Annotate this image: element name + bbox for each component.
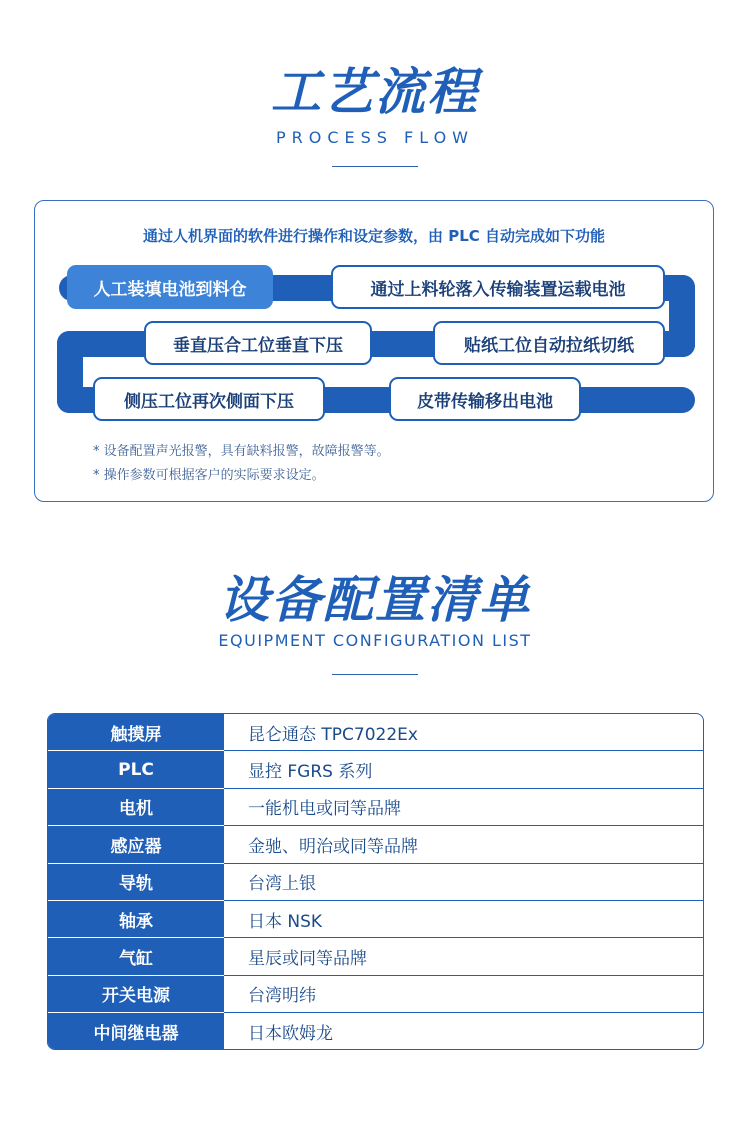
table-row	[48, 714, 703, 751]
flow-step-6: 皮带传输移出电池	[389, 377, 581, 421]
flow-step-2: 通过上料轮落入传输装置运载电池	[331, 265, 665, 309]
equipment-title: 设备配置清单	[219, 571, 531, 629]
row-value: 日本 NSK	[224, 901, 703, 938]
row-key: PLC	[48, 751, 224, 788]
table-row	[48, 901, 703, 938]
arrow-right-icon: ▶	[352, 391, 362, 404]
flow-step-3: 贴纸工位自动拉纸切纸	[433, 321, 665, 365]
row-key: 中间继电器	[48, 1013, 224, 1050]
table-row	[48, 864, 703, 901]
process-panel	[34, 200, 714, 502]
row-key: 电机	[48, 789, 224, 826]
row-value: 日本欧姆龙	[248, 1024, 333, 1045]
row-value: 昆仑通态 TPC7022Ex	[224, 714, 703, 751]
process-intro: 通过人机界面的软件进行操作和设定参数，由 PLC 自动完成如下功能	[142, 227, 605, 245]
note-alarm: * 设备配置声光报警，具有缺料报警，故障报警等。	[93, 444, 390, 459]
row-key: 触摸屏	[48, 714, 224, 751]
table-row	[48, 751, 703, 788]
row-value: 金驰、明治或同等品牌	[224, 826, 703, 863]
row-value: 台湾明纬	[224, 976, 703, 1013]
flow-step-4: 垂直压合工位垂直下压	[144, 321, 372, 365]
table-row	[48, 826, 703, 863]
equipment-table	[47, 713, 704, 1050]
process-subtitle: PROCESS FLOW	[276, 128, 474, 147]
flow-step-5: 侧压工位再次侧面下压	[93, 377, 325, 421]
table-row	[48, 976, 703, 1013]
row-value: 一能机电或同等品牌	[224, 789, 703, 826]
row-key: 导轨	[48, 864, 224, 901]
row-value: 显控 FGRS 系列	[224, 751, 703, 788]
note-params: * 操作参数可根据客户的实际要求设定。	[93, 468, 325, 483]
equipment-subtitle: EQUIPMENT CONFIGURATION LIST	[218, 631, 532, 650]
row-key: 气缸	[48, 938, 224, 975]
row-key: 感应器	[48, 826, 224, 863]
row-key: 开关电源	[48, 976, 224, 1013]
title-divider	[332, 674, 418, 675]
row-value: 台湾上银	[224, 864, 703, 901]
table-row	[48, 789, 703, 826]
process-title: 工艺流程	[271, 63, 479, 121]
arrow-left-icon: ◀	[108, 335, 118, 348]
table-row	[48, 1013, 703, 1050]
row-value: 星辰或同等品牌	[224, 938, 703, 975]
title-divider	[332, 166, 418, 167]
row-key: 轴承	[48, 901, 224, 938]
arrow-left-icon: ◀	[394, 335, 404, 348]
arrow-right-icon: ▶	[295, 278, 305, 291]
table-row	[48, 938, 703, 975]
flow-step-1: 人工装填电池到料仓	[67, 265, 273, 309]
